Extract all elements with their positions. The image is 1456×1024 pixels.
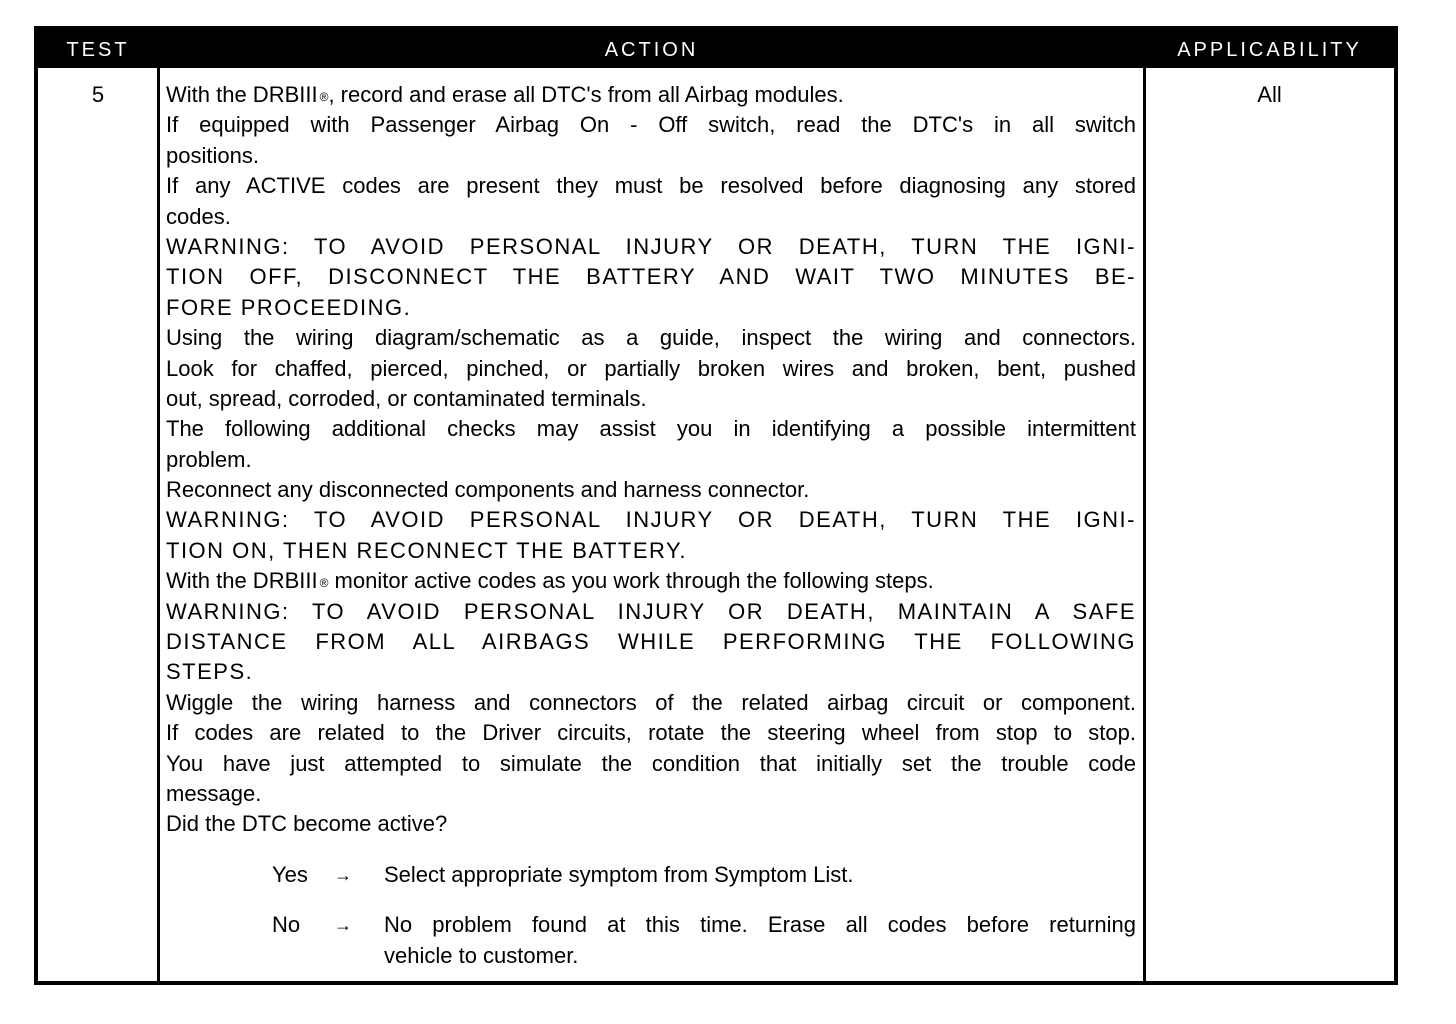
test-number: 5 [91, 82, 105, 107]
answer-label: Yes [272, 861, 308, 887]
action-line: With the DRBIII ®, record and erase all DTC's from all Airbag modules. [166, 82, 844, 107]
table-header [38, 30, 1394, 68]
action-text [166, 80, 1136, 971]
registered-mark: ® [319, 90, 329, 104]
warning-line: WARNING: TO AVOID PERSONAL INJURY OR DEATH, MAINTAIN A SAFE [166, 598, 1136, 624]
applicability-value: All [1257, 82, 1282, 107]
action-line: If codes are related to the Driver circuits, rotate the steering wheel from stop to stop. [166, 720, 1136, 746]
column-divider [157, 68, 160, 981]
action-line: Did the DTC become active? [166, 811, 448, 837]
action-line: If equipped with Passenger Airbag On - Off switch, read the DTC's in all switch [166, 112, 1136, 138]
action-line: Look for chaffed, pierced, pinched, or partially broken wires and broken, bent, pushed [166, 355, 1136, 381]
action-line: positions. [166, 142, 259, 168]
warning-line: WARNING: TO AVOID PERSONAL INJURY OR DEATH, TURN THE IGNI- [166, 233, 1136, 259]
answer-no-continued [166, 941, 1136, 971]
action-line: codes. [166, 203, 231, 229]
header-test: TEST [66, 39, 130, 61]
answer-label: No [272, 912, 301, 938]
answer-text: Select appropriate symptom from Symptom List. [384, 861, 854, 887]
answer-text: No problem found at this time. Erase all codes before returning [384, 912, 1136, 938]
header-action: ACTION [604, 39, 699, 61]
warning-line: DISTANCE FROM ALL AIRBAGS WHILE PERFORMING THE FOLLOWING [166, 629, 1136, 655]
action-line: If any ACTIVE codes are present they must be resolved before diagnosing any stored [166, 173, 1136, 199]
action-line: Using the wiring diagram/schematic as a guide, inspect the wiring and connectors. [166, 325, 1136, 351]
column-divider [1143, 68, 1146, 981]
registered-mark: ® [319, 576, 329, 591]
action-line: With the DRBIII ® monitor active codes as you work through the following steps. [166, 568, 934, 594]
warning-line: WARNING: TO AVOID PERSONAL INJURY OR DEATH, TURN THE IGNI- [166, 507, 1136, 533]
warning-line: FORE PROCEEDING. [166, 294, 412, 320]
action-line: You have just attempted to simulate the condition that initially set the trouble code [166, 750, 1136, 776]
warning-line: TION OFF, DISCONNECT THE BATTERY AND WAIT TWO MINUTES BE- [166, 264, 1136, 290]
action-line: message. [166, 780, 262, 806]
header-applicability: APPLICABILITY [1177, 39, 1362, 61]
warning-line: TION ON, THEN RECONNECT THE BATTERY. [166, 537, 687, 563]
answer-yes [166, 860, 1136, 890]
action-line: Reconnect any disconnected components and harness connector. [166, 477, 810, 503]
action-line: The following additional checks may assist you in identifying a possible intermittent [166, 416, 1136, 442]
action-line: problem. [166, 446, 252, 472]
warning-line: STEPS. [166, 659, 254, 685]
arrow-right-icon: → [334, 864, 352, 885]
answer-no [166, 910, 1136, 940]
answer-text: vehicle to customer. [384, 942, 579, 968]
arrow-right-icon: → [334, 915, 352, 936]
action-line: out, spread, corroded, or contaminated terminals. [166, 385, 647, 411]
diagnostic-test-table [34, 26, 1398, 985]
action-line: Wiggle the wiring harness and connectors of the related airbag circuit or component. [166, 689, 1136, 715]
